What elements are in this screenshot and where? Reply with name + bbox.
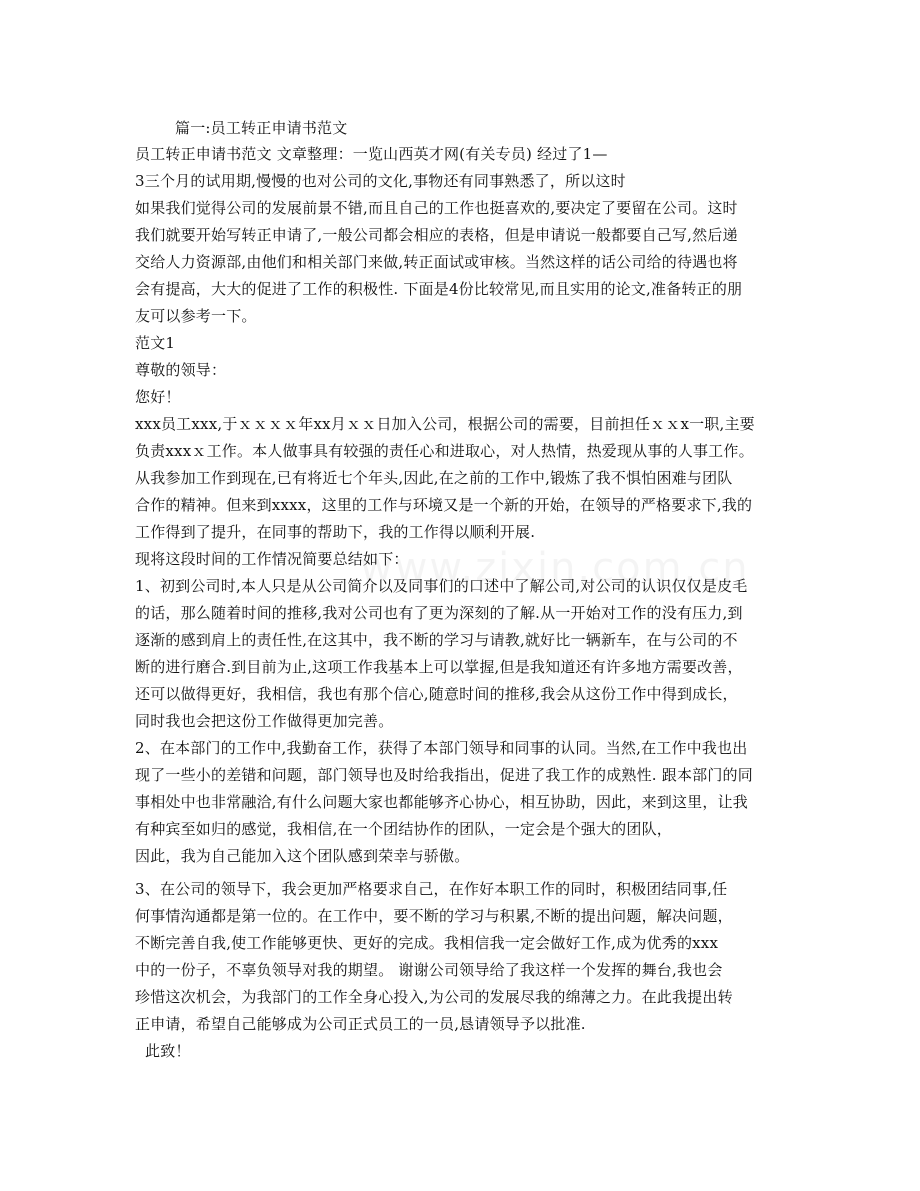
text-line: 我们就要开始写转正申请了,一般公司都会相应的表格，但是申请说一般都要自己写,然后递 [135,226,738,244]
text-line: 不断完善自我,使工作能够更快、更好的完成。我相信我一定会做好工作,成为优秀的xxx [135,934,719,952]
text-line: 负责xxxｘ工作。本人做事具有较强的责任心和进取心，对人热情，热爱现从事的人事工作。 [135,442,754,460]
text-line: 事相处中也非常融洽,有什么问题大家也都能够齐心协心，相互协助，因此，来到这里，让我 [135,793,748,811]
text-line: 同时我也会把这份工作做得更加完善。 [135,712,394,730]
document-title: 篇一:员工转正申请书范文 [175,119,348,137]
text-line: 有种宾至如归的感觉，我相信,在一个团结协作的团队，一定会是个强大的团队， [135,820,672,838]
text-line: 断的进行磨合.到目前为止,这项工作我基本上可以掌握,但是我知道还有许多地方需要改善， [135,658,743,676]
text-line: 还可以做得更好，我相信，我也有那个信心,随意时间的推移,我会从这份工作中得到成长， [135,685,738,703]
text-line: 尊敬的领导： [135,361,227,379]
text-line: 工作得到了提升，在同事的帮助下，我的工作得以顺利开展. [135,523,536,541]
text-line: 珍惜这次机会，为我部门的工作全身心投入,为公司的发展尽我的绵薄之力。在此我提出转 [135,988,733,1006]
text-line: 因此，我为自己能加入这个团队感到荣幸与骄傲。 [135,847,470,865]
text-line: 的话，那么随着时间的推移,我对公司也有了更为深刻的了解.从一开始对工作的没有压力,到 [135,604,743,622]
text-line: 何事情沟通都是第一位的。在工作中，要不断的学习与积累,不断的提出问题，解决问题， [135,907,733,925]
text-line: 3三个月的试用期,慢慢的也对公司的文化,事物还有同事熟悉了，所以这时 [135,172,626,190]
text-line: 合作的精神。但来到xxxx，这里的工作与环境又是一个新的开始，在领导的严格要求下,我的 [135,496,753,514]
text-line: 1、初到公司时,本人只是从公司简介以及同事们的口述中了解公司,对公司的认识仅仅是皮毛 [135,577,748,595]
text-line: 逐渐的感到肩上的责任性,在这其中，我不断的学习与请教,就好比一辆新车，在与公司的不 [135,631,738,649]
text-line: 如果我们觉得公司的发展前景不错,而且自己的工作也挺喜欢的,要决定了要留在公司。这时 [135,199,738,217]
text-line: 2、在本部门的工作中,我勤奋工作，获得了本部门领导和同事的认同。当然,在工作中我也出 [135,739,748,757]
text-line: 从我参加工作到现在,已有将近七个年头,因此,在之前的工作中,锻炼了我不惧怕困难与团队 [135,469,733,487]
text-line: 3、在公司的领导下，我会更加严格要求自己，在作好本职工作的同时，积极团结同事,任 [135,880,728,898]
text-line: 会有提高，大大的促进了工作的积极性. 下面是4份比较常见,而且实用的论文,准备转正的朋 [135,280,743,298]
text-line: 范文1 [135,334,176,352]
text-line: 您好！ [135,388,181,406]
text-line: 友可以参考一下。 [135,307,257,325]
text-line: 员工转正申请书范文 文章整理：一览山西英才网(有关专员) 经过了1— [135,145,608,163]
text-line: xxx员工xxx,于ｘｘｘｘ年xx月ｘｘ日加入公司，根据公司的需要，目前担任ｘｘx一职,主要 [135,415,755,433]
text-line: 现了一些小的差错和问题，部门领导也及时给我指出，促进了我工作的成熟性. 跟本部门的同 [135,766,753,784]
text-line: 正申请，希望自己能够成为公司正式员工的一员,恳请领导予以批准. [135,1015,586,1033]
text-line: 交给人力资源部,由他们和相关部门来做,转正面试或审核。当然这样的话公司给的待遇也将 [135,253,738,271]
text-line: 中的一份子，不辜负领导对我的期望。 谢谢公司领导给了我这样一个发挥的舞台,我也会 [135,961,723,979]
text-line: 现将这段时间的工作情况简要总结如下： [135,550,409,568]
text-line: 此致！ [145,1042,191,1060]
